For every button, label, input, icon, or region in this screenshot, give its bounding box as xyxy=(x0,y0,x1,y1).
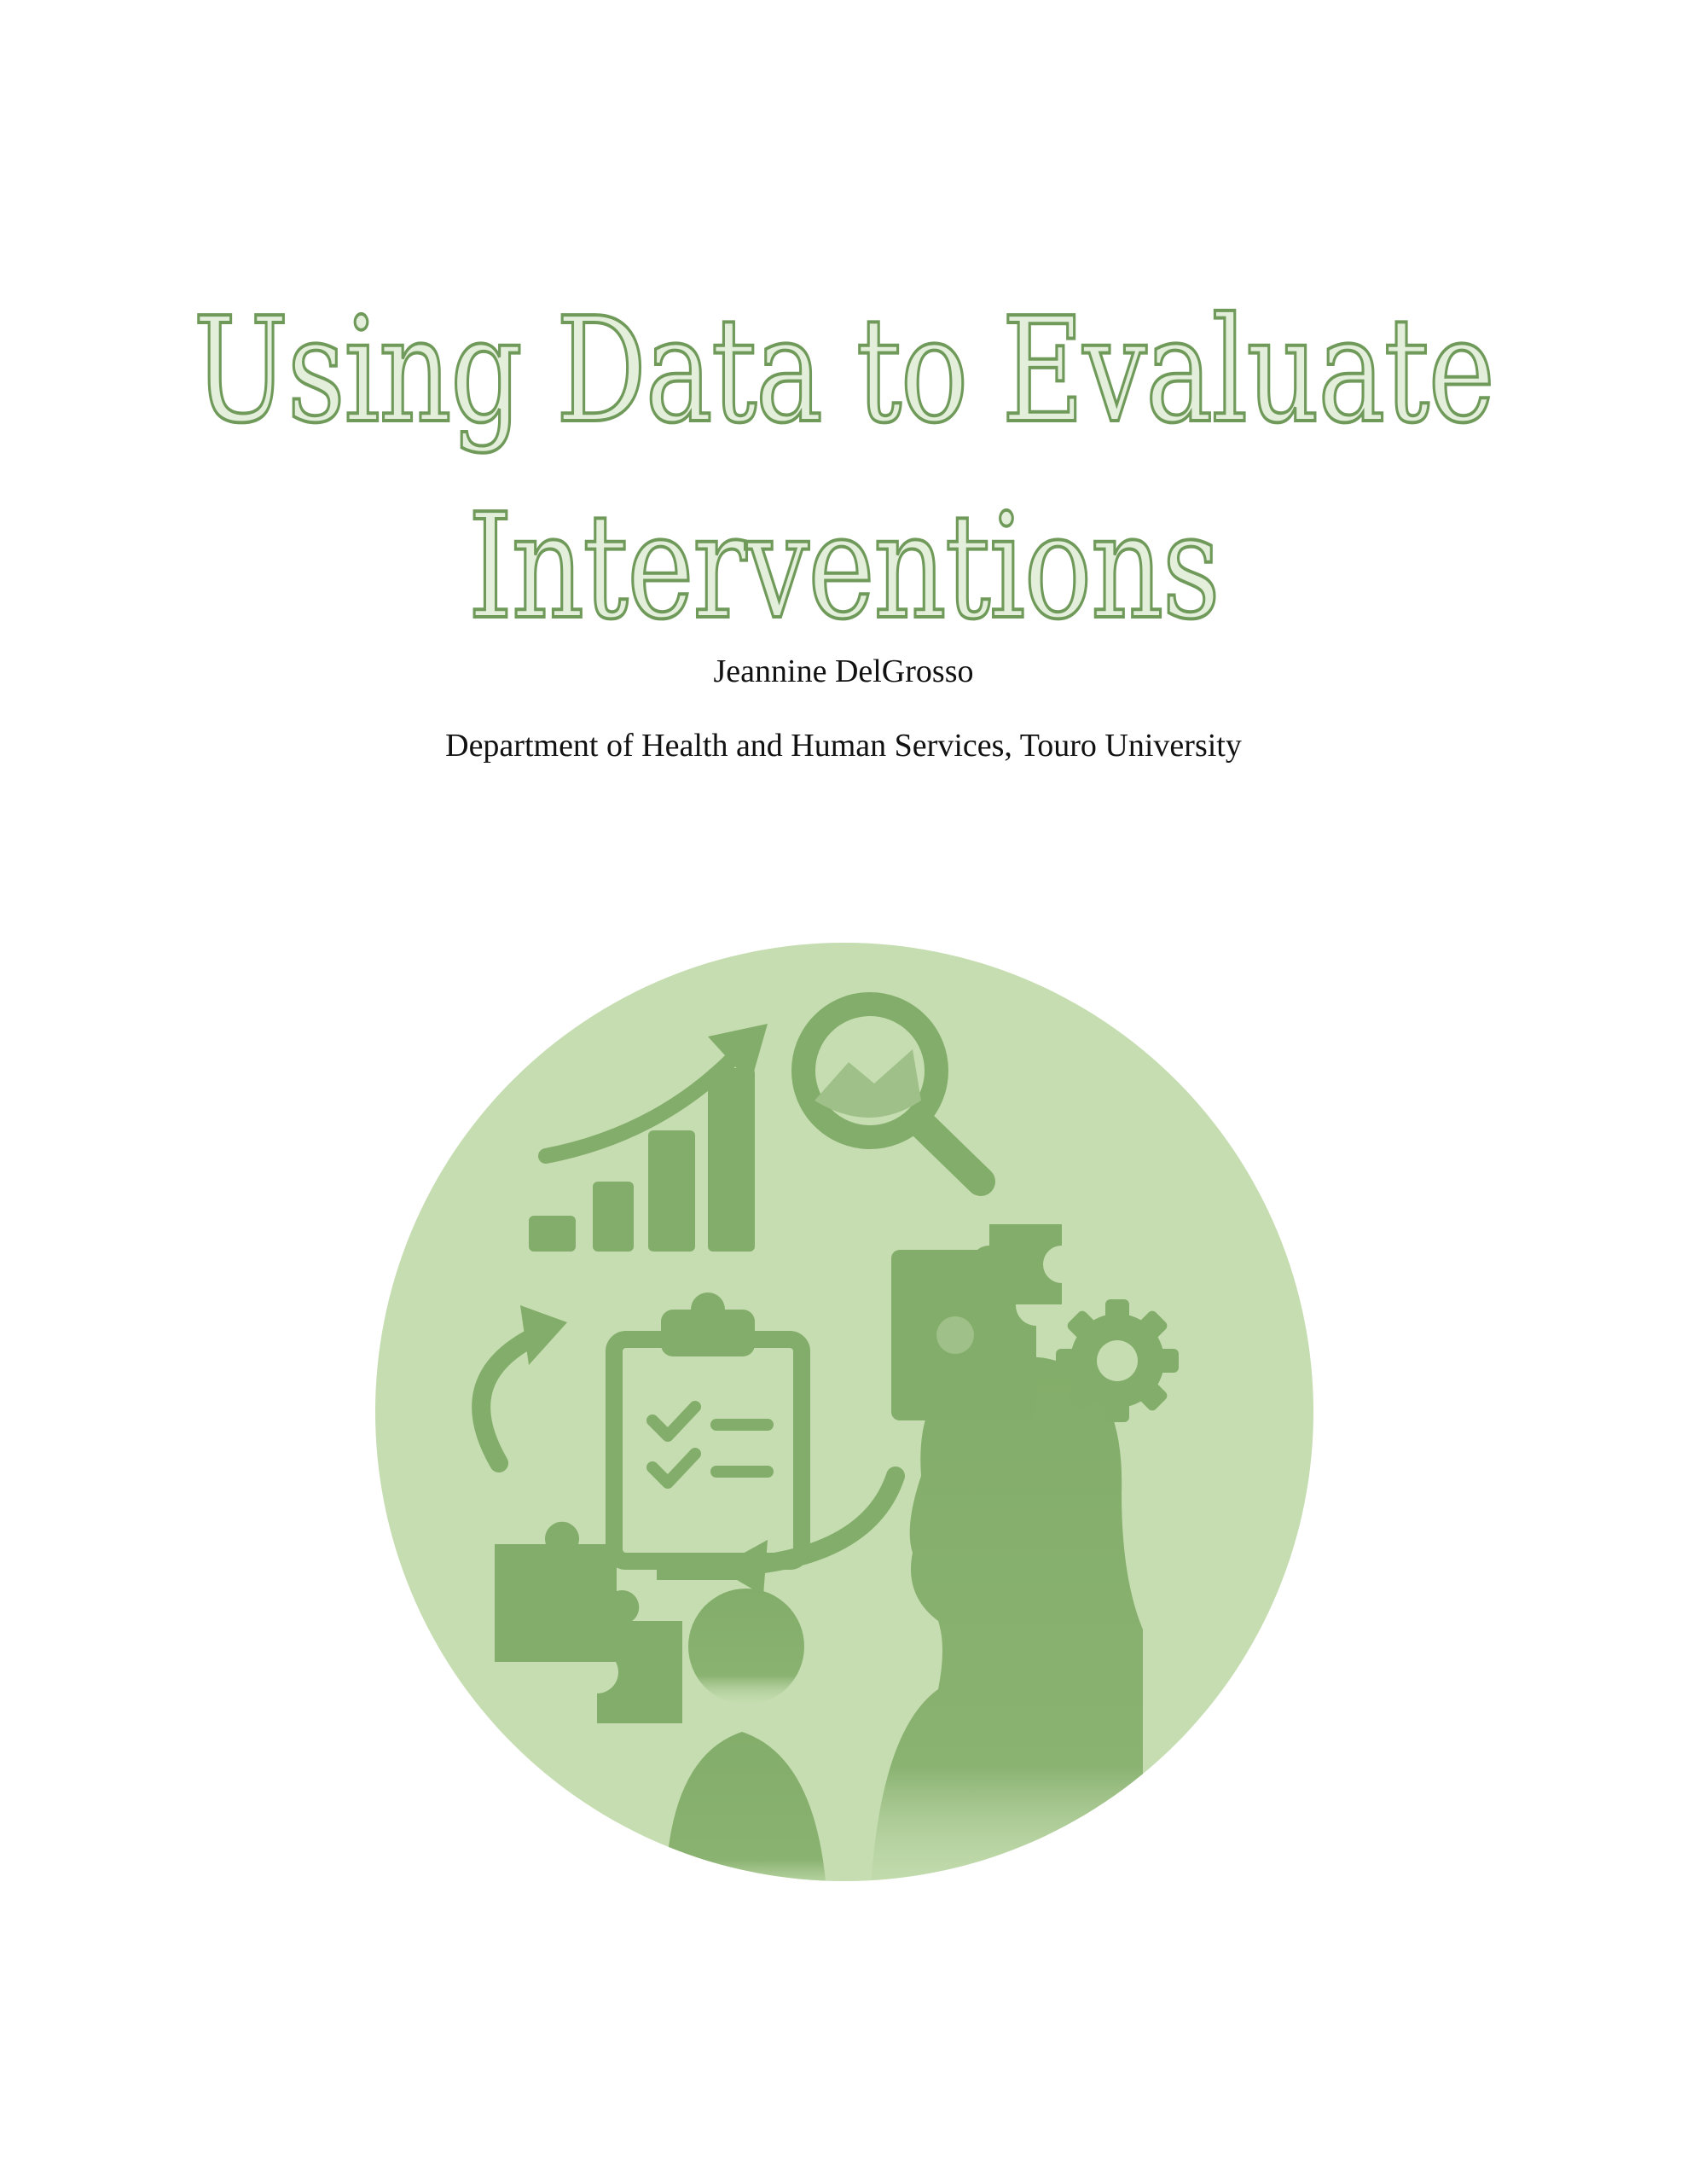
document-title xyxy=(0,273,1687,665)
author-name: Jeannine DelGrosso xyxy=(713,653,974,689)
title-line-2: Interventions xyxy=(467,483,1220,652)
cover-illustration xyxy=(324,879,1365,1937)
author-affiliation: Department of Health and Human Services, Touro University xyxy=(445,728,1242,764)
title-line-1: Using Data to Evaluate xyxy=(193,287,1494,456)
